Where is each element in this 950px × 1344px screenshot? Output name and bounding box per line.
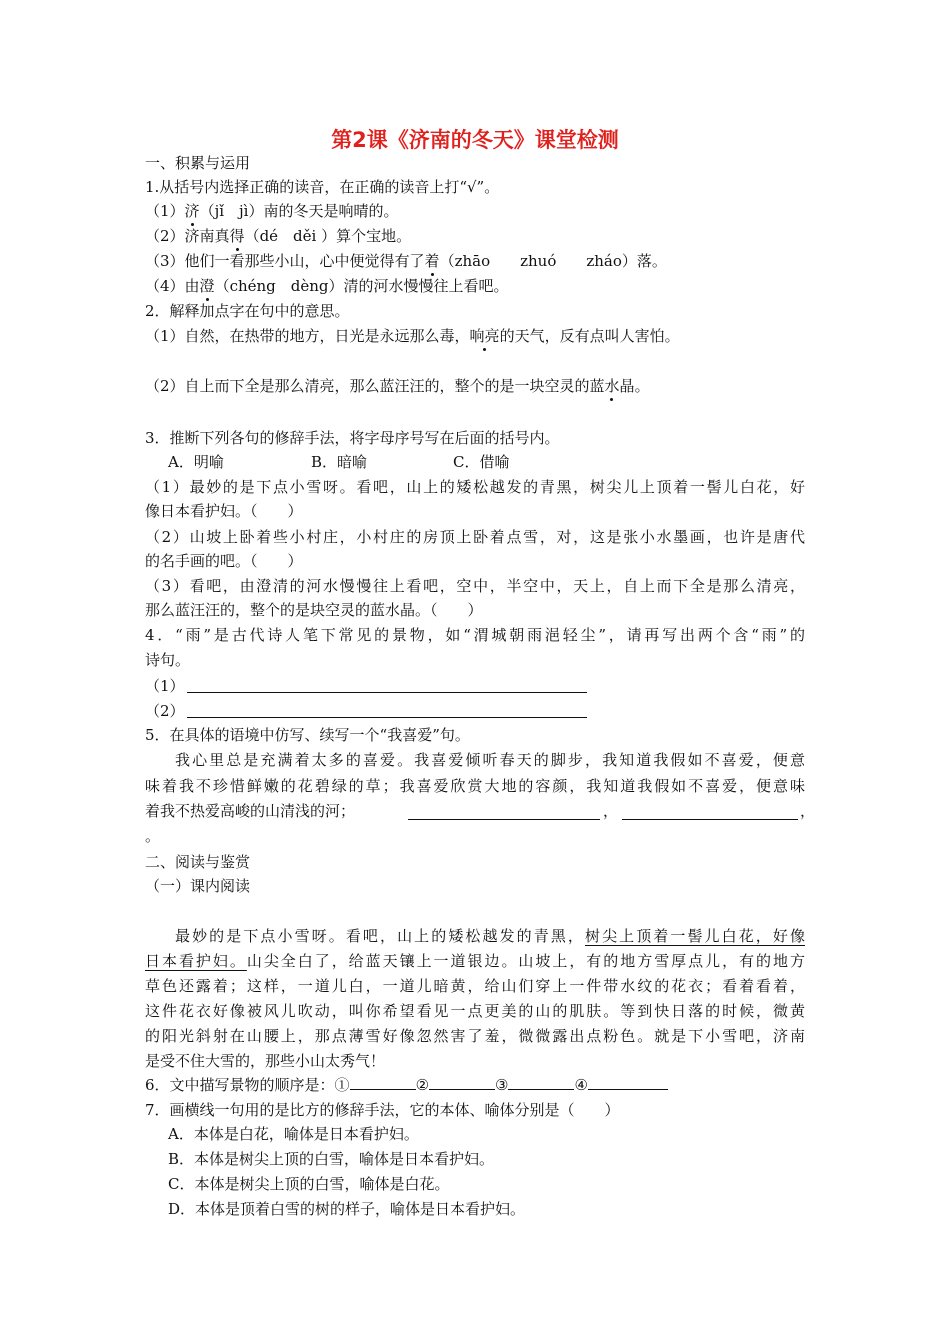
question-7-stem: 7．画横线一句用的是比方的修辞手法，它的本体、喻体分别是（ ）: [145, 1101, 620, 1119]
question-2-item-2: （2）自上而下全是那么清亮，那么蓝汪汪的，整个的是一块空灵的蓝水晶。: [145, 377, 650, 395]
question-1-item-1: （1）济（jǐ jì）南的冬天是响晴的。: [145, 202, 399, 220]
passage-line-3: 草色还露着；这样，一道儿白，一道儿暗黄，给山们穿上一件带水纹的花衣；看着看着，: [145, 977, 805, 995]
question-1-item-2: （2）济南真得（dé děi ）算个宝地。: [145, 227, 412, 245]
section-heading-2: 二、阅读与鉴赏: [145, 853, 251, 871]
passage-line-6: 是受不住大雪的，那些小山太秀气！: [145, 1052, 386, 1070]
question-3-sentence-3-cont: 那么蓝汪汪的，整个的是块空灵的蓝水晶。（ ）: [145, 601, 483, 619]
choice-d: D．本体是顶着白雪的树的样子，喻体是日本看护妇。: [168, 1200, 526, 1218]
choice-c: C．本体是树尖上顶的白雪，喻体是白花。: [168, 1175, 450, 1193]
option-a: A．明喻: [168, 453, 224, 471]
question-3-stem: 3．推断下列各句的修辞手法，将字母序号写在后面的括号内。: [145, 429, 560, 447]
answer-line-1[interactable]: [187, 692, 587, 693]
question-4-stem-cont: 诗句。: [145, 651, 191, 669]
question-5-paragraph-line-1: 我心里总是充满着太多的喜爱。我喜爱倾听春天的脚步，我知道我假如不喜爱，便意: [175, 751, 805, 769]
dotted-char: 济: [184, 202, 200, 220]
question-3-sentence-1-cont: 像日本看护妇。（ ）: [145, 502, 303, 520]
passage-line-5: 的阳光斜射在山腰上，那点薄雪好像忽然害了羞，微微露出点粉色。就是下小雪吧，济南: [145, 1027, 805, 1045]
dotted-char: 得: [229, 227, 245, 245]
order-blank-1[interactable]: [350, 1075, 416, 1090]
order-blank-2[interactable]: [429, 1075, 495, 1090]
question-3-sentence-1: （1）最妙的是下点小雪呀。看吧，山上的矮松越发的青黑，树尖儿上顶着一髻儿白花，好: [145, 478, 805, 496]
question-5-end: 。: [145, 827, 161, 845]
passage-line-1: 最妙的是下点小雪呀。看吧，山上的矮松越发的青黑，树尖上顶着一髻儿白花，好像: [175, 927, 805, 945]
dotted-char: 着: [424, 252, 440, 270]
dotted-char: 澄: [199, 277, 215, 295]
fill-blank-1[interactable]: [408, 819, 600, 820]
answer-line-2[interactable]: [187, 717, 587, 718]
question-1-item-3: （3）他们一看那些小山，心中便觉得有了着（zhāo zhuó zháo）落。: [145, 252, 667, 270]
question-5-stem: 5．在具体的语境中仿写、续写一个“我喜爱”句。: [145, 726, 470, 744]
dotted-word: 响亮: [469, 327, 500, 345]
question-2-stem: 2．解释加点字在句中的意思。: [145, 302, 350, 320]
end-comma: ，: [800, 802, 816, 820]
answer-line-label-2: （2）: [145, 702, 185, 720]
question-1-item-4: （4）由澄（chéng dèng）清的河水慢慢往上看吧。: [145, 277, 509, 295]
question-3-sentence-2: （2）山坡上卧着些小村庄，小村庄的房顶上卧着点雪，对，这是张小水墨画，也许是唐代: [145, 528, 805, 546]
option-c: C．借喻: [453, 453, 510, 471]
underlined-sentence: 树尖上顶着一髻儿白花，好像: [584, 927, 805, 945]
choice-b: B．本体是树尖上顶的白雪，喻体是日本看护妇。: [168, 1150, 495, 1168]
passage-line-2: 日本看护妇。山尖全白了，给蓝天镶上一道银边。山坡上，有的地方雪厚点儿，有的地方: [145, 952, 805, 970]
comma: ，: [603, 802, 619, 820]
question-4-stem: 4．“雨”是古代诗人笔下常见的景物，如“渭城朝雨浥轻尘”，请再写出两个含“雨”的: [145, 626, 805, 644]
order-blank-3[interactable]: [508, 1075, 574, 1090]
page-title: 第2课《济南的冬天》课堂检测: [331, 128, 619, 152]
answer-line-label-1: （1）: [145, 677, 185, 695]
section-heading-1: 一、积累与运用: [145, 154, 251, 172]
question-5-paragraph-line-3: 着我不热爱高峻的山清浅的河；: [145, 802, 356, 820]
question-6: 6．文中描写景物的顺序是：① ② ③ ④: [145, 1074, 668, 1096]
fill-blank-2[interactable]: [622, 819, 798, 820]
subsection-heading: （一）课内阅读: [145, 877, 251, 895]
question-2-item-1: （1）自然，在热带的地方，日光是永远那么毒，响亮的天气，反有点叫人害怕。: [145, 327, 680, 345]
question-3-sentence-3: （3）看吧，由澄清的河水慢慢往上看吧，空中，半空中，天上，自上而下全是那么清亮，: [145, 577, 805, 595]
choice-a: A．本体是白花，喻体是日本看护妇。: [168, 1125, 419, 1143]
question-3-sentence-2-cont: 的名手画的吧。（ ）: [145, 552, 303, 570]
dotted-word: 蓝水晶: [589, 377, 635, 395]
question-1-stem: 1.从括号内选择正确的读音，在正确的读音上打“√”。: [145, 178, 500, 196]
question-5-paragraph-line-2: 味着我不珍惜鲜嫩的花碧绿的草；我喜爱欣赏大地的容颜，我知道我假如不喜爱，便意味: [145, 777, 805, 795]
order-blank-4[interactable]: [588, 1075, 668, 1090]
underlined-sentence-cont: 日本看护妇。: [145, 952, 247, 970]
option-b: B．暗喻: [311, 453, 368, 471]
passage-line-4: 这件花衣好像被风儿吹动，叫你希望看见一点更美的山的肌肤。等到快日落的时候，微黄: [145, 1002, 805, 1020]
